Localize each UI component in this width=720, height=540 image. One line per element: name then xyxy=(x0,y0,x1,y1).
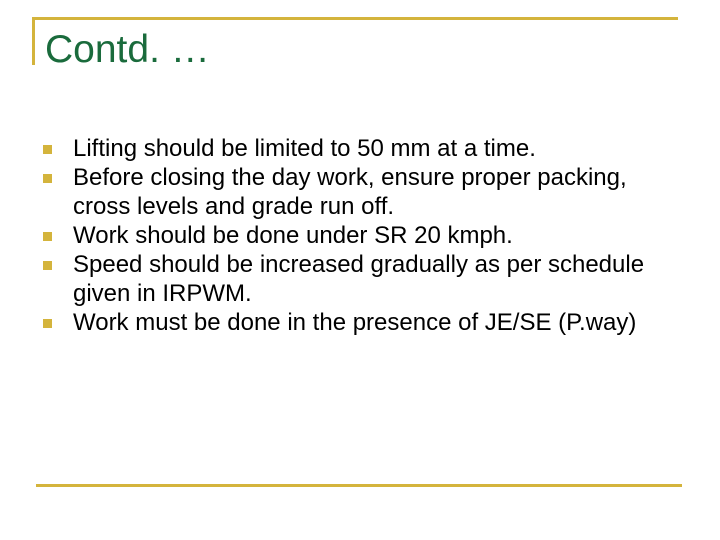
bottom-divider-line xyxy=(36,484,682,487)
bullet-list xyxy=(43,134,683,337)
slide-title: Contd. … xyxy=(45,28,210,71)
square-bullet-icon xyxy=(43,261,52,270)
bullet-text: Work should be done under SR 20 kmph. xyxy=(73,222,513,249)
bullet-text: Lifting should be limited to 50 mm at a time. xyxy=(73,135,536,162)
bullet-item xyxy=(43,134,683,163)
bullet-text: Before closing the day work, ensure proper packing, cross levels and grade run off. xyxy=(73,164,627,220)
square-bullet-icon xyxy=(43,174,52,183)
bullet-item xyxy=(43,221,683,250)
title-frame-left-line xyxy=(32,17,35,65)
bullet-text: Work must be done in the presence of JE/SE (P.way) xyxy=(73,309,637,336)
square-bullet-icon xyxy=(43,145,52,154)
bullet-item xyxy=(43,308,683,337)
square-bullet-icon xyxy=(43,319,52,328)
bullet-item xyxy=(43,250,683,308)
bullet-text: Speed should be increased gradually as per schedule given in IRPWM. xyxy=(73,251,645,307)
title-frame-top-line xyxy=(32,17,678,20)
square-bullet-icon xyxy=(43,232,52,241)
bullet-item xyxy=(43,163,683,221)
